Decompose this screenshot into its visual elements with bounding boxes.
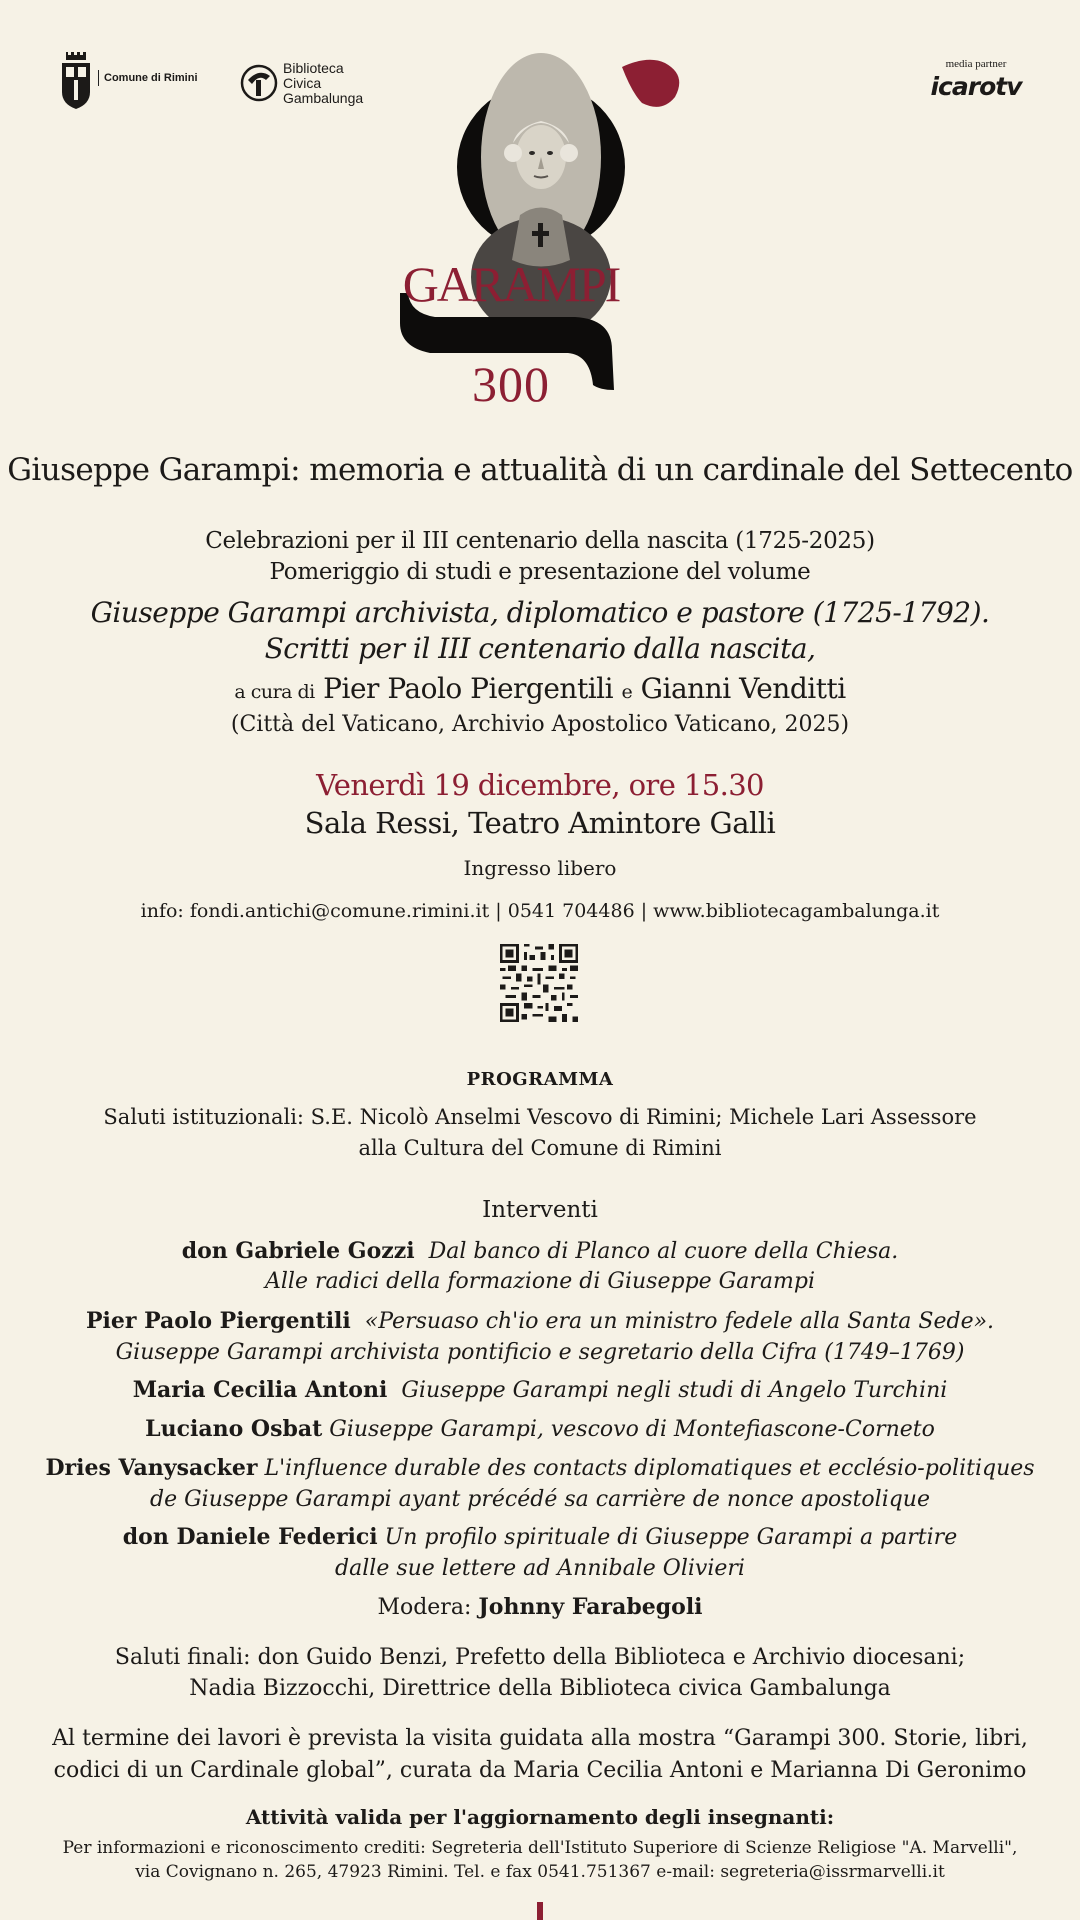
visit-line-1: Al termine dei lavori è prevista la visita guidata alla mostra “Garampi 300. Storie, libri, bbox=[52, 1726, 1028, 1751]
talk-2-title-cont: Giuseppe Garampi archivista pontificio e segretario della Cifra (1749–1769) bbox=[115, 1340, 965, 1365]
talk-2-line-2 bbox=[0, 1337, 1080, 1368]
subtitle-line-2: Pomeriggio di studi e presentazione del volume bbox=[269, 559, 811, 585]
curators-conj: e bbox=[621, 681, 633, 703]
emblem-name: GARAMPI bbox=[402, 256, 620, 312]
talk-5-title: L'influence durable des contacts diplomatiques et ecclésio-politiques bbox=[264, 1456, 1035, 1481]
qr-code-icon[interactable] bbox=[500, 944, 578, 1022]
publisher: (Città del Vaticano, Archivio Apostolico Vaticano, 2025) bbox=[230, 712, 850, 737]
bottom-accent-mark bbox=[537, 1902, 543, 1920]
talk-3-title: Giuseppe Garampi negli studi di Angelo Turchini bbox=[401, 1378, 948, 1403]
emblem-number: 300 bbox=[472, 356, 550, 412]
subtitle-line-1: Celebrazioni per il III centenario della nascita (1725-2025) bbox=[205, 528, 875, 554]
event-venue: Sala Ressi, Teatro Amintore Galli bbox=[304, 806, 776, 840]
credits-line-2: via Covignano n. 265, 47923 Rimini. Tel. e fax 0541.751367 e-mail: segreteria@issrmarvelli.it bbox=[135, 1862, 945, 1882]
event-entrance: Ingresso libero bbox=[463, 856, 617, 880]
curator-1: Pier Paolo Piergentili bbox=[323, 672, 614, 705]
garampi-300-emblem bbox=[400, 45, 700, 425]
closing-line-1: Saluti finali: don Guido Benzi, Prefetto della Biblioteca e Archivio diocesani; bbox=[114, 1645, 966, 1670]
crimson-drop-icon bbox=[622, 60, 679, 107]
moderator-name: Johnny Farabegoli bbox=[478, 1594, 703, 1620]
biblioteca-label-2: Civica bbox=[283, 74, 322, 91]
talk-5-speaker: Dries Vanysacker bbox=[45, 1455, 258, 1481]
visit-line-2: codici di un Cardinale global”, curata da Maria Cecilia Antoni e Marianna Di Geronimo bbox=[53, 1758, 1027, 1783]
comune-label: Comune di Rimini bbox=[104, 72, 198, 84]
talk-6-line-2 bbox=[0, 1553, 1080, 1584]
curators-prefix: a cura di bbox=[234, 681, 315, 703]
greetings-line-2: alla Cultura del Comune di Rimini bbox=[358, 1136, 722, 1160]
talk-6-line-1 bbox=[0, 1522, 1080, 1553]
talk-5-line-1 bbox=[0, 1453, 1080, 1484]
curator-2: Gianni Venditti bbox=[640, 672, 846, 705]
credits-heading: Attività valida per l'aggiornamento degli insegnanti: bbox=[245, 1805, 835, 1829]
closing-line-2: Nadia Bizzocchi, Direttrice della Biblioteca civica Gambalunga bbox=[189, 1676, 891, 1701]
talk-5-line-2 bbox=[0, 1484, 1080, 1515]
event-info: info: fondi.antichi@comune.rimini.it | 0541 704486 | www.bibliotecagambalunga.it bbox=[140, 900, 940, 922]
moderator-label: Modera: bbox=[377, 1595, 472, 1620]
comune-di-rimini-logo bbox=[60, 52, 198, 110]
volume-title-line-1: Giuseppe Garampi archivista, diplomatico e pastore (1725-1792). bbox=[90, 596, 990, 629]
icarotv-brand: icarotv bbox=[930, 72, 1022, 101]
moderator-line bbox=[0, 1592, 1080, 1623]
volume-title-line-2: Scritti per il III centenario dalla nascita, bbox=[264, 632, 816, 665]
credits-line-1: Per informazioni e riconoscimento crediti: Segreteria dell'Istituto Superiore di Scienze Religiose "A. Marvelli", bbox=[62, 1838, 1018, 1858]
talk-6-speaker: don Daniele Federici bbox=[122, 1524, 378, 1550]
talk-2-speaker: Pier Paolo Piergentili bbox=[85, 1308, 351, 1334]
gambalunga-emblem-icon bbox=[240, 58, 278, 108]
talk-1-line-1 bbox=[0, 1236, 1080, 1267]
talk-3-line-1 bbox=[0, 1375, 1080, 1406]
programma-heading: PROGRAMMA bbox=[466, 1069, 614, 1090]
talk-6-title: Un profilo spirituale di Giuseppe Garampi a partire bbox=[384, 1525, 958, 1550]
talk-4-line-1 bbox=[0, 1414, 1080, 1445]
logo-divider bbox=[98, 70, 99, 86]
biblioteca-label-3: Gambalunga bbox=[283, 89, 364, 106]
talk-4-speaker: Luciano Osbat bbox=[145, 1416, 323, 1442]
biblioteca-label-1: Biblioteca bbox=[283, 59, 344, 76]
rimini-coat-of-arms-icon bbox=[60, 52, 92, 110]
talk-4-title: Giuseppe Garampi, vescovo di Montefiascone-Corneto bbox=[329, 1417, 935, 1442]
event-title: Giuseppe Garampi: memoria e attualità di un cardinale del Settecento bbox=[7, 452, 1073, 488]
media-partner-label: media partner bbox=[945, 58, 1007, 70]
talk-2-line-1 bbox=[0, 1306, 1080, 1337]
talk-1-title: Dal banco di Planco al cuore della Chiesa. bbox=[428, 1239, 899, 1264]
talk-1-line-2 bbox=[0, 1266, 1080, 1297]
curators-line bbox=[0, 672, 1080, 705]
interventi-heading: Interventi bbox=[482, 1197, 598, 1223]
greetings-line-1: Saluti istituzionali: S.E. Nicolò Anselmi Vescovo di Rimini; Michele Lari Assessore bbox=[103, 1105, 977, 1129]
talk-1-speaker: don Gabriele Gozzi bbox=[181, 1238, 415, 1264]
talk-6-title-cont: dalle sue lettere ad Annibale Olivieri bbox=[335, 1556, 745, 1581]
talk-2-title: «Persuaso ch'io era un ministro fedele alla Santa Sede». bbox=[364, 1309, 995, 1334]
media-partner-logo bbox=[920, 58, 1032, 101]
talk-3-speaker: Maria Cecilia Antoni bbox=[132, 1377, 388, 1403]
talk-5-title-cont: de Giuseppe Garampi ayant précédé sa carrière de nonce apostolique bbox=[149, 1487, 930, 1512]
biblioteca-gambalunga-logo bbox=[240, 58, 363, 108]
event-date: Venerdì 19 dicembre, ore 15.30 bbox=[316, 768, 764, 802]
talk-1-title-cont: Alle radici della formazione di Giuseppe Garampi bbox=[265, 1269, 815, 1294]
